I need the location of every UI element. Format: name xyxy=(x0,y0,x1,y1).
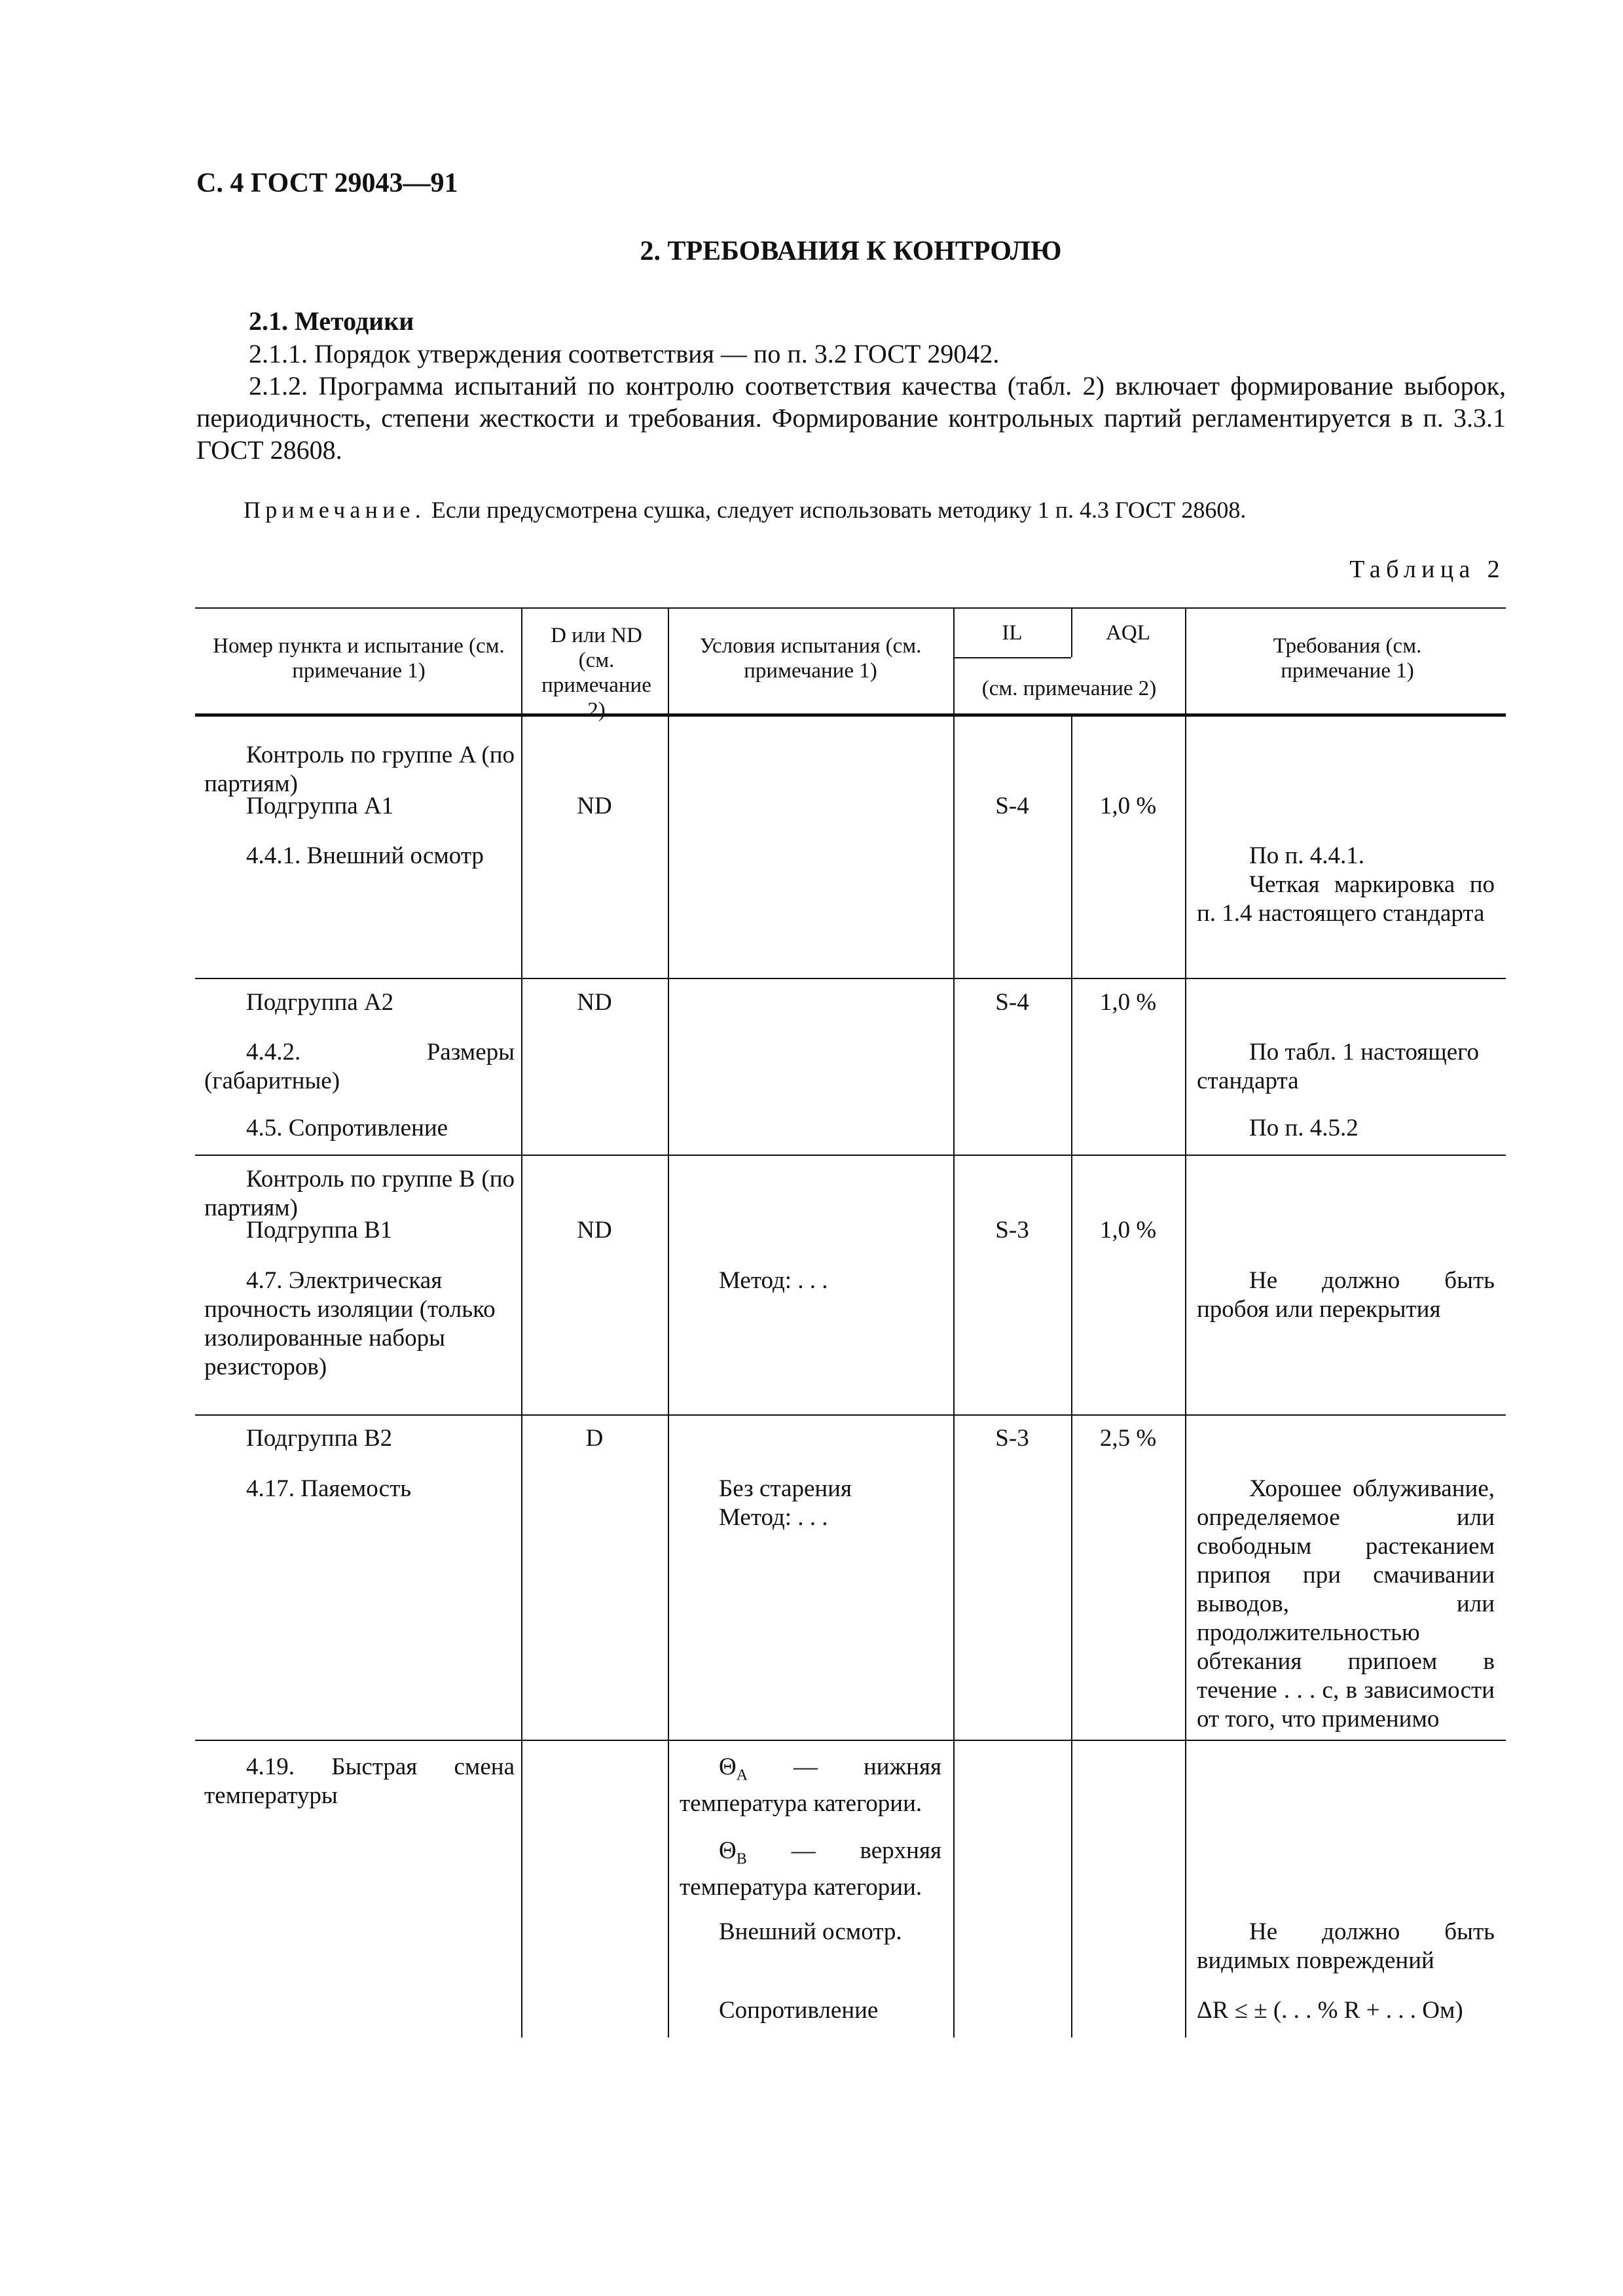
subgroup-a1-il: S-4 xyxy=(995,793,1029,819)
subsection-label: 2.1. Методики xyxy=(249,306,414,336)
column-line-5 xyxy=(1185,607,1186,2037)
header-col-aql: AQL xyxy=(1106,621,1150,645)
column-line-2 xyxy=(668,607,669,2037)
header-il-aql-divider xyxy=(953,657,1071,658)
subgroup-a1-label: Подгруппа A1 xyxy=(246,793,394,819)
header-col-requirements: Требования (см. примечание 1) xyxy=(1273,634,1422,683)
row-divider-a1 xyxy=(195,978,1506,979)
subgroup-a2-d: ND xyxy=(577,989,612,1016)
test-4-17-cond-2: Метод: . . . xyxy=(719,1504,828,1531)
test-4-4-1-req-2: Четкая маркировка по п. 1.4 настоящего стандарта xyxy=(1197,871,1495,927)
header-col-conditions: Условия испытания (см. примечание 1) xyxy=(699,634,922,683)
subgroup-a2-il: S-4 xyxy=(995,989,1029,1016)
subsection-title xyxy=(196,305,1506,337)
page-header: С. 4 ГОСТ 29043—91 xyxy=(196,168,458,198)
test-4-19-cond-visual: Внешний осмотр. xyxy=(719,1918,902,1945)
theta-a-symbol: Θ xyxy=(719,1753,737,1780)
theta-a-subscript: A xyxy=(736,1767,748,1784)
test-4-19-req-visual: Не должно быть видимых повреждений xyxy=(1197,1918,1495,1974)
note-label: Примечание. xyxy=(244,497,426,523)
test-4-17-name: 4.17. Паяемость xyxy=(246,1475,412,1502)
test-4-19-cond-resistance: Сопротивление xyxy=(719,1997,879,2024)
subgroup-a2-aql: 1,0 % xyxy=(1099,989,1157,1016)
column-line-3 xyxy=(953,607,955,2037)
theta-b-subscript: B xyxy=(736,1850,747,1868)
note xyxy=(244,496,1246,524)
subgroup-b1-aql: 1,0 % xyxy=(1099,1217,1157,1244)
test-4-19-cond-b xyxy=(680,1837,941,1902)
test-4-17-req: Хорошее облуживание, определяемое или свободным растеканием припоя при смачивании выводов, или продолжительностью обтекания припоем в течение . . . с, в зависимости от того, что применимо xyxy=(1197,1475,1495,1732)
subgroup-b2-il: S-3 xyxy=(995,1425,1029,1452)
test-4-5-req: По п. 4.5.2 xyxy=(1249,1115,1359,1141)
subgroup-a2-label: Подгруппа A2 xyxy=(246,989,394,1016)
header-col-il-aql-note: (см. примечание 2) xyxy=(981,677,1157,700)
test-4-7-req: Не должно быть пробоя или перекрытия xyxy=(1197,1267,1495,1323)
test-4-19-req-resistance: ΔR ≤ ± (. . . % R + . . . Ом) xyxy=(1197,1997,1463,2024)
test-4-19-name: 4.19. Быстрая смена температуры xyxy=(204,1753,515,1809)
subgroup-b2-aql: 2,5 % xyxy=(1099,1425,1157,1452)
paragraph-2-1-2: 2.1.2. Программа испытаний по контролю соответствия качества (табл. 2) включает формирование выборок, периодичность, степени жесткости и требования. Формирование контрольных партий регламентируется в п. 3.3.1 ГОСТ 28608. xyxy=(196,371,1506,465)
subgroup-b1-d: ND xyxy=(577,1217,612,1244)
header-bottom-border xyxy=(195,713,1506,717)
theta-a-text: — нижняя температура категории. xyxy=(680,1753,941,1818)
table-top-border xyxy=(195,607,1506,609)
row-divider-b1 xyxy=(195,1414,1506,1416)
test-4-7-name: 4.7. Электрическая прочность изоляции (только изолированные наборы резисторов) xyxy=(204,1267,496,1380)
header-col-il: IL xyxy=(1002,621,1023,645)
subgroup-a1-d: ND xyxy=(577,793,612,819)
test-4-4-2-req: По табл. 1 настоящего стандарта xyxy=(1197,1039,1479,1094)
theta-b-symbol: Θ xyxy=(719,1837,737,1864)
test-4-5-name: 4.5. Сопротивление xyxy=(246,1115,448,1141)
subgroup-a1-aql: 1,0 % xyxy=(1099,793,1157,819)
group-a-label: Контроль по группе A (по партиям) xyxy=(204,742,515,797)
theta-b-text: — верхняя температура категории. xyxy=(680,1837,941,1901)
group-b-label: Контроль по группе B (по партиям) xyxy=(204,1166,515,1221)
subgroup-b2-d: D xyxy=(585,1425,604,1452)
section-title: 2. ТРЕБОВАНИЯ К КОНТРОЛЮ xyxy=(640,236,1062,266)
test-4-17-cond-1: Без старения xyxy=(719,1475,852,1502)
header-col-test: Номер пункта и испытание (см. примечание 1) xyxy=(213,634,505,683)
test-4-4-1-req-1: По п. 4.4.1. xyxy=(1249,842,1365,869)
test-4-19-cond-a xyxy=(680,1753,941,1818)
table-2 xyxy=(195,607,1506,2037)
row-divider-b2 xyxy=(195,1740,1506,1741)
column-line-4 xyxy=(1071,713,1072,2037)
row-divider-a2 xyxy=(195,1155,1506,1156)
test-4-4-2-name: 4.4.2. Размеры (габаритные) xyxy=(204,1039,515,1094)
paragraph-2-1-1: 2.1.1. Порядок утверждения соответствия — по п. 3.2 ГОСТ 29042. xyxy=(249,339,1000,368)
column-line-1 xyxy=(521,607,522,2037)
header-col-d-nd: D или ND (см. примечание 2) xyxy=(541,624,651,722)
subgroup-b2-label: Подгруппа B2 xyxy=(246,1425,393,1452)
test-4-7-conditions: Метод: . . . xyxy=(719,1267,828,1294)
subgroup-b1-il: S-3 xyxy=(995,1217,1029,1244)
table-caption: Таблица 2 xyxy=(1349,556,1505,583)
subgroup-b1-label: Подгруппа B1 xyxy=(246,1217,393,1244)
test-4-4-1-name: 4.4.1. Внешний осмотр xyxy=(246,842,484,869)
note-text: Если предусмотрена сушка, следует использовать методику 1 п. 4.3 ГОСТ 28608. xyxy=(425,497,1247,523)
